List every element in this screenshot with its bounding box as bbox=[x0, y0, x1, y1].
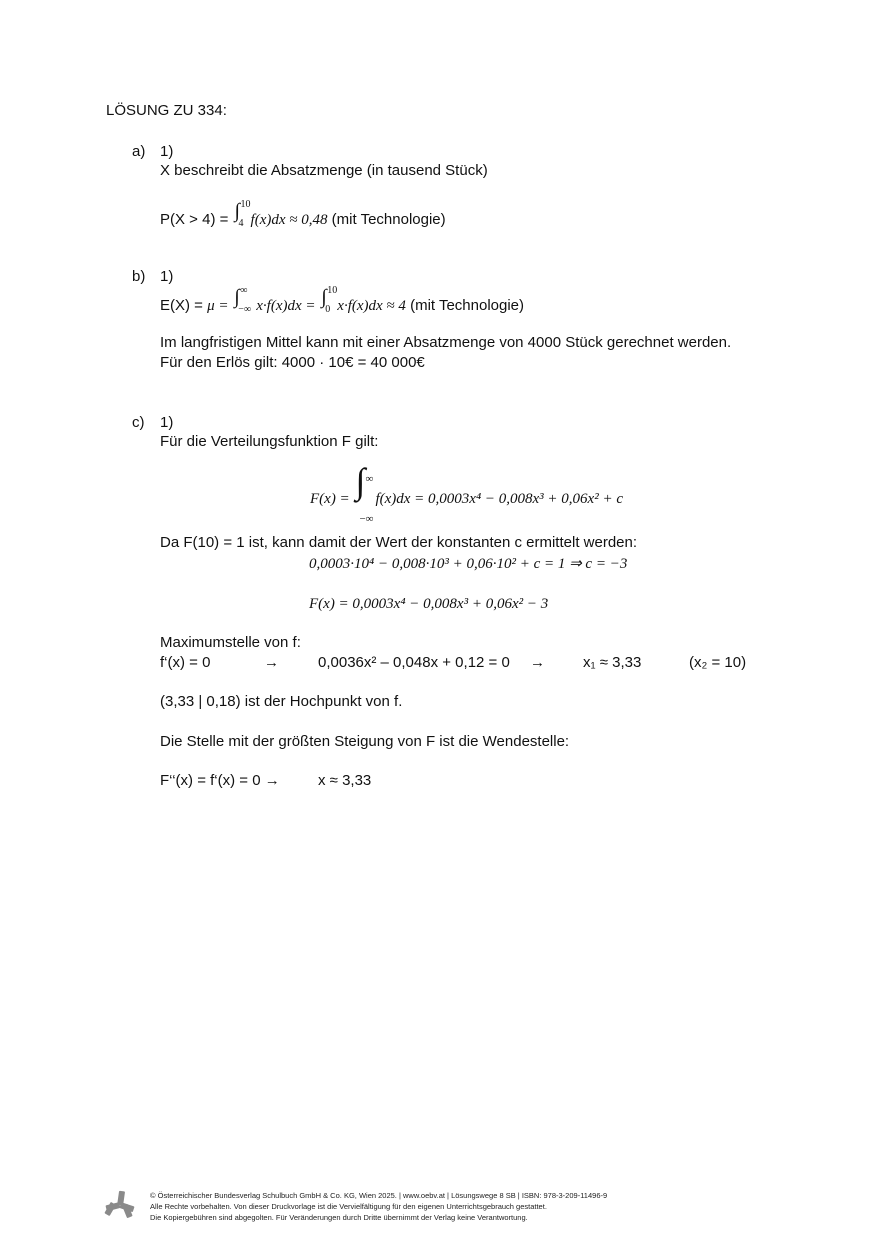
part-c-label: c) bbox=[132, 414, 145, 431]
part-c-wende-b: x ≈ 3,33 bbox=[318, 772, 372, 789]
part-a-p-post: (mit Technologie) bbox=[327, 211, 446, 228]
integral-lower: −∞ bbox=[238, 304, 252, 315]
integral-sign: ∫ ∞ −∞ bbox=[232, 292, 250, 310]
part-b-label: b) bbox=[132, 268, 146, 285]
part-b-e-post: (mit Technologie) bbox=[405, 297, 525, 314]
part-c-wende-a: F‘‘(x) = f‘(x) = 0 → bbox=[160, 772, 280, 789]
part-b-num: 1) bbox=[160, 268, 174, 285]
integral-sign: ∫ 10 0 bbox=[319, 292, 337, 310]
part-b-line3: Für den Erlös gilt: 4000 · 10€ = 40 000€ bbox=[160, 354, 425, 371]
integral-lower: 4 bbox=[238, 218, 244, 229]
part-c-max-a: f‘(x) = 0 bbox=[160, 654, 211, 671]
arrow-right-icon: → bbox=[264, 654, 279, 671]
part-c-steigung: Die Stelle mit der größten Steigung von F ist die Wendestelle: bbox=[160, 733, 570, 750]
part-c-distribution-function bbox=[310, 461, 623, 525]
part-c-hochpunkt: (3,33 | 0,18) ist der Hochpunkt von f. bbox=[160, 693, 403, 710]
part-c-line1: Für die Verteilungsfunktion F gilt: bbox=[160, 433, 379, 450]
part-b-e-pre: E(X) = bbox=[160, 297, 208, 314]
part-b-e-expr1: x·f(x)dx = bbox=[256, 298, 320, 314]
integral-sign: ∫ 10 4 bbox=[233, 206, 251, 224]
part-c-line2: Da F(10) = 1 ist, kann damit der Wert der konstanten c ermittelt werden: bbox=[160, 534, 638, 551]
footer-line2: Alle Rechte vorbehalten. Von dieser Druckvorlage ist die Vervielfältigung für den eigenen Unterrichtsgebrauch gestattet. bbox=[150, 1202, 547, 1211]
part-a-label: a) bbox=[132, 143, 146, 160]
integral-lower: −∞ bbox=[359, 513, 374, 525]
part-c-F-pre: F(x) = bbox=[310, 490, 354, 507]
part-c-F-final: F(x) = 0,0003x⁴ − 0,008x³ + 0,06x² − 3 bbox=[309, 596, 549, 612]
part-b-e-expr2: x·f(x)dx ≈ 4 bbox=[337, 298, 406, 314]
part-a-p-pre: P(X > 4) = bbox=[160, 211, 233, 228]
part-b-mu: μ = bbox=[207, 298, 233, 314]
oebv-asterisk-logo-icon bbox=[104, 1190, 136, 1222]
integral-upper: ∞ bbox=[365, 473, 374, 485]
page-title: LÖSUNG ZU 334: bbox=[106, 102, 227, 119]
integral-sign: ∫ ∞ −∞ bbox=[353, 484, 375, 514]
integral-upper: ∞ bbox=[240, 285, 248, 296]
arrow-right-icon: → bbox=[530, 654, 545, 671]
part-a-p-expr: f(x)dx ≈ 0,48 bbox=[250, 212, 328, 228]
part-c-max-label: Maximumstelle von f: bbox=[160, 634, 301, 651]
part-c-num: 1) bbox=[160, 414, 174, 431]
integral-lower: 0 bbox=[325, 304, 331, 315]
part-a-num: 1) bbox=[160, 143, 174, 160]
part-c-max-c: x₁ ≈ 3,33 bbox=[583, 654, 642, 671]
integral-upper: 10 bbox=[327, 285, 338, 296]
integral-upper: 10 bbox=[240, 199, 251, 210]
part-c-equation-c: 0,0003·10⁴ − 0,008·10³ + 0,06·10² + c = 1 ⇒ c = −3 bbox=[309, 556, 628, 572]
footer-line1: © Österreichischer Bundesverlag Schulbuch GmbH & Co. KG, Wien 2025. | www.oebv.at | Lösungswege 8 SB | ISBN: 978-3-209-11496-9 bbox=[150, 1191, 608, 1200]
part-c-max-d: (x₂ = 10) bbox=[689, 654, 747, 671]
footer bbox=[150, 1190, 607, 1223]
part-a-probability bbox=[160, 199, 446, 229]
part-c-max-b: 0,0036x² – 0,048x + 0,12 = 0 bbox=[318, 654, 510, 671]
part-c-F-expr: f(x)dx = 0,0003x⁴ − 0,008x³ + 0,06x² + c bbox=[375, 490, 623, 507]
part-b-expectation bbox=[160, 285, 525, 315]
part-b-line2: Im langfristigen Mittel kann mit einer Absatzmenge von 4000 Stück gerechnet werden. bbox=[160, 334, 732, 351]
footer-line3: Die Kopiergebühren sind abgegolten. Für Veränderungen durch Dritte übernimmt der Verlag keine Verantwortung. bbox=[150, 1213, 528, 1222]
part-a-line1: X beschreibt die Absatzmenge (in tausend Stück) bbox=[160, 162, 488, 179]
